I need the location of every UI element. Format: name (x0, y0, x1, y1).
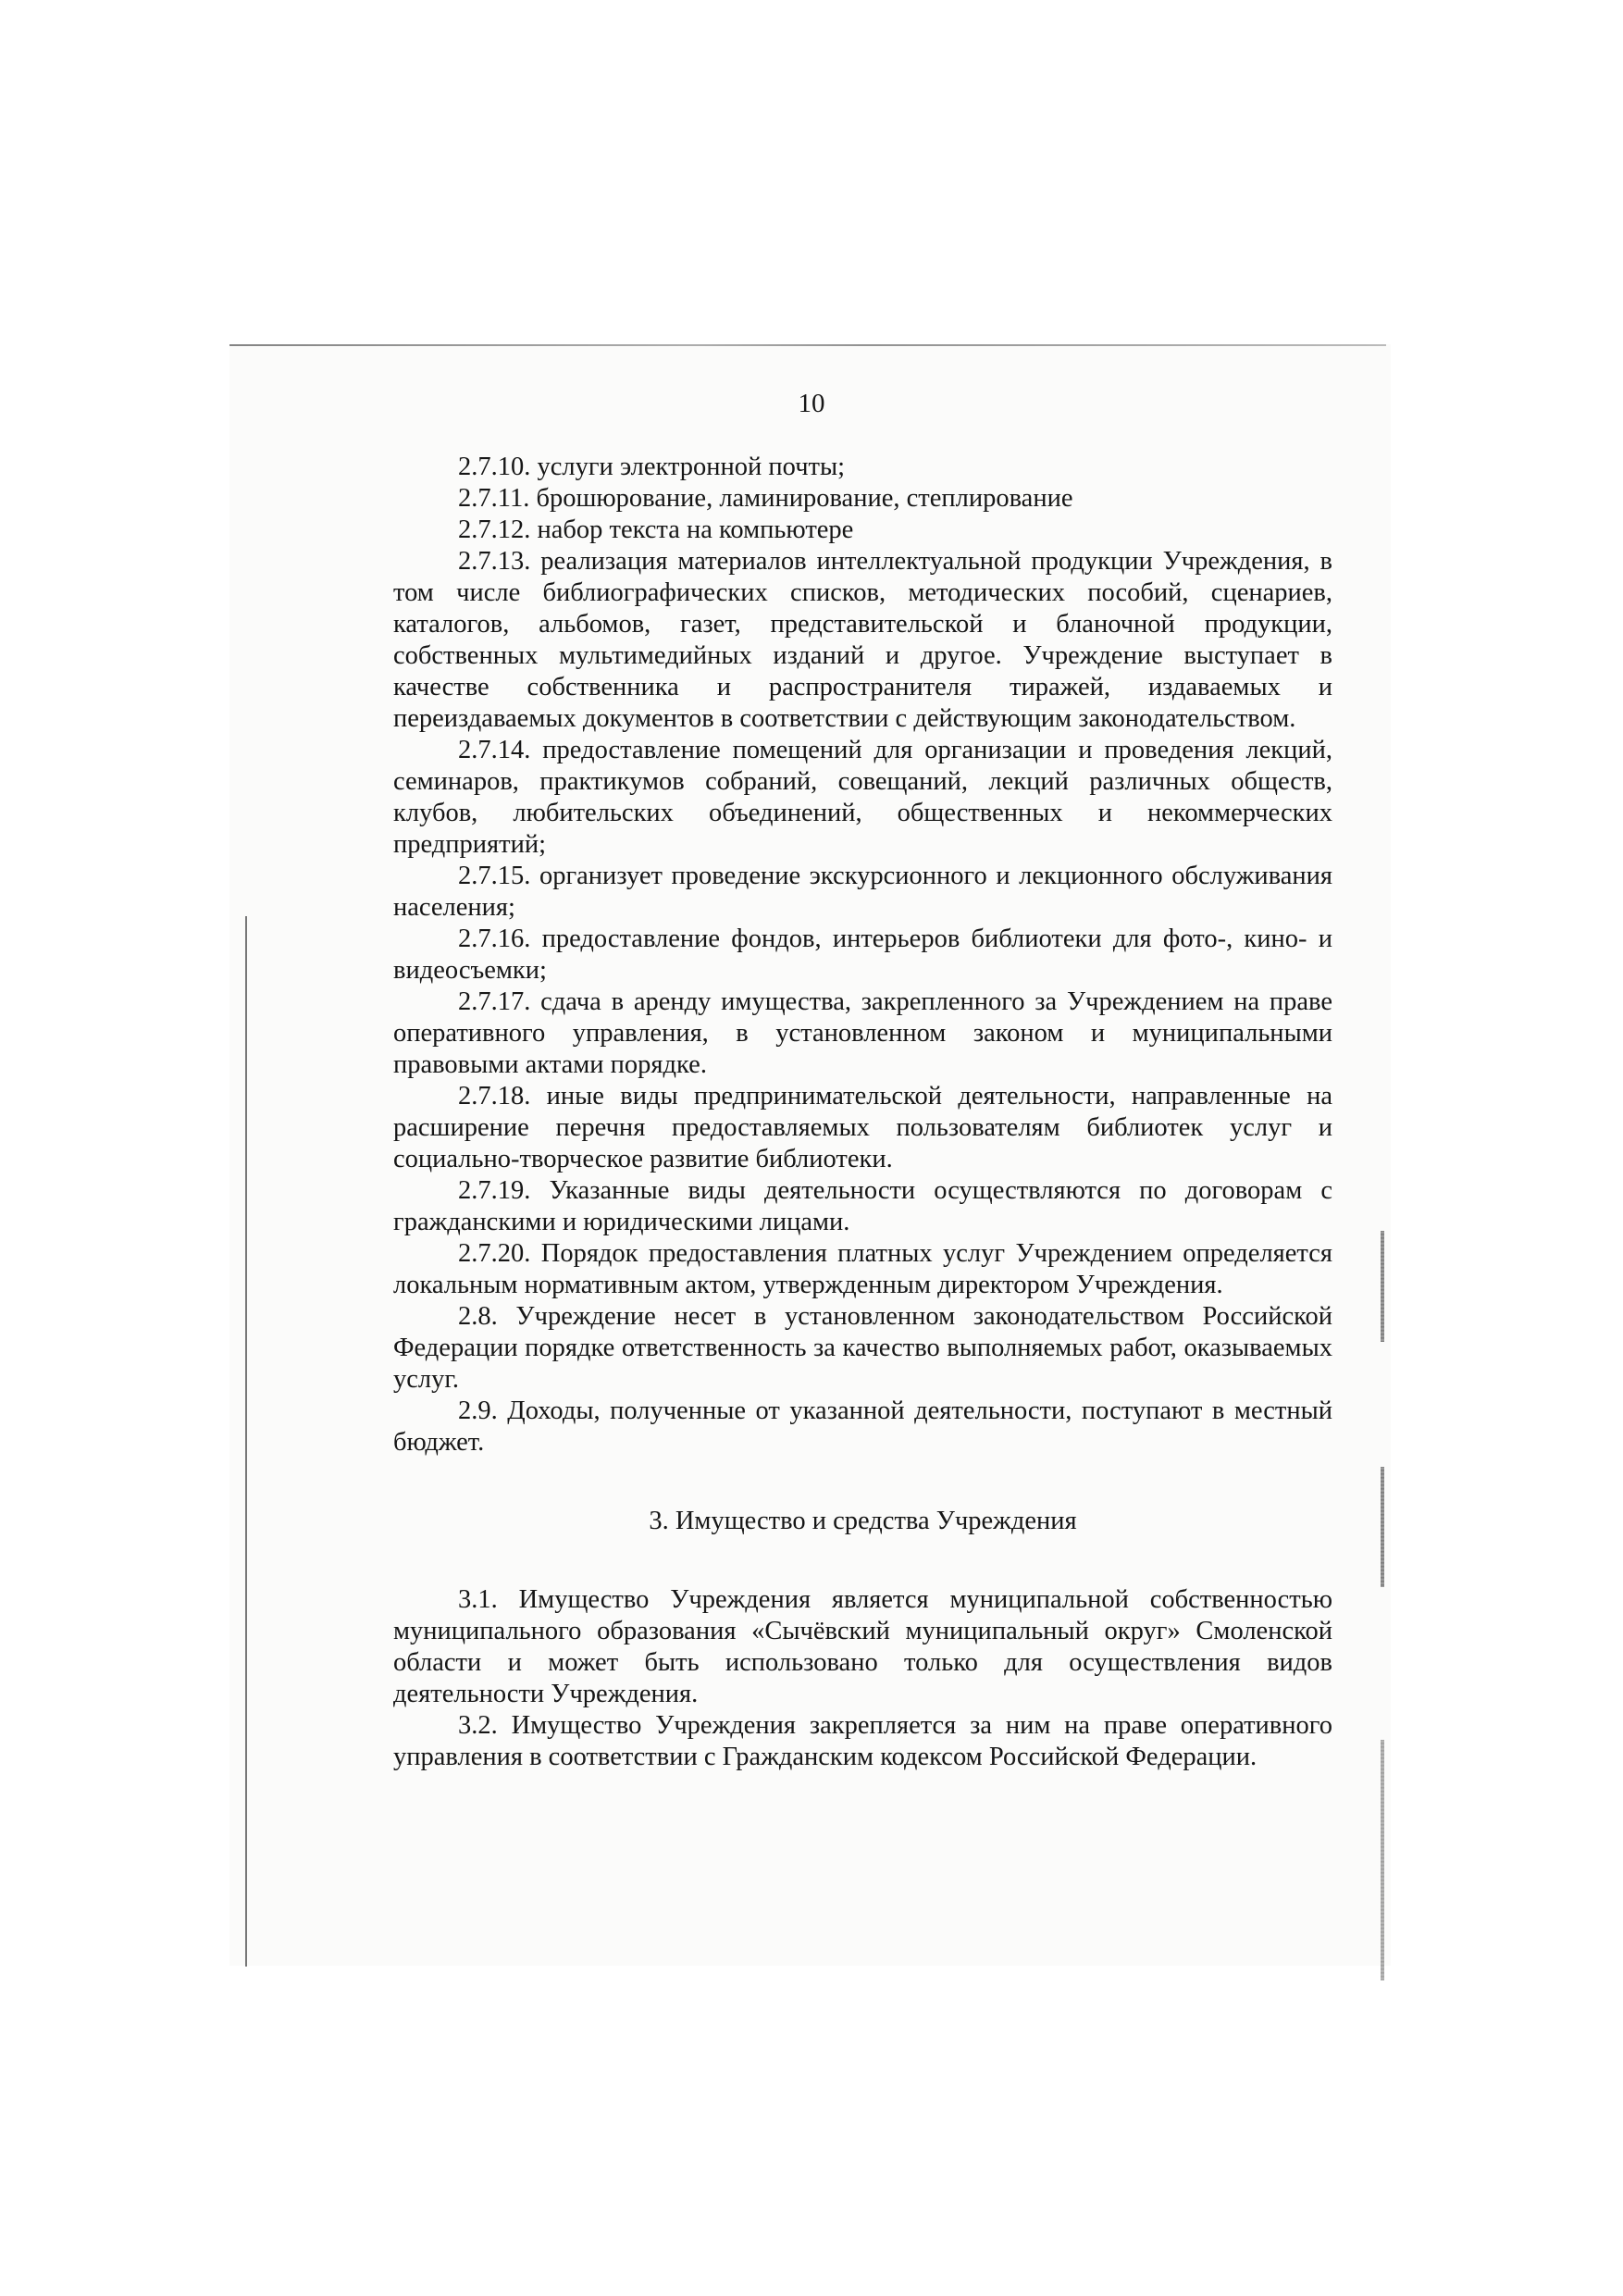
paragraph-2-7-10: 2.7.10. услуги электронной почты; (458, 453, 846, 481)
paragraph-2-7-13: 2.7.13. реализация материалов интеллектуальной продукции Учреждения, в том числе библиографических списков, методических пособий, сценариев, каталогов, альбомов, газет, представительской и бланочной продукции, собственных мультимедийных изданий и другое. Учреждение выступает в качестве собственника и распространителя тиражей, издаваемых и переиздаваемых документов в соответствии с действующим законодательством. (393, 547, 1332, 733)
scan-edge-streak (1381, 1740, 1384, 1980)
paragraph-2-7-16: 2.7.16. предоставление фондов, интерьеров библиотеки для фото-, кино- и видеосъемки; (393, 925, 1332, 985)
paragraph-2-8: 2.8. Учреждение несет в установленном законодательством Российской Федерации порядке ответственность за качество выполняемых работ, оказываемых услуг. (393, 1302, 1332, 1394)
scan-left-edge (245, 916, 247, 1967)
paragraph-2-7-18: 2.7.18. иные виды предпринимательской деятельности, направленные на расширение перечня предоставляемых пользователям библиотек услуг и социально-творческое развитие библиотеки. (393, 1082, 1332, 1173)
paragraph-2-7-19: 2.7.19. Указанные виды деятельности осуществляются по договорам с гражданскими и юридическими лицами. (393, 1176, 1332, 1236)
scan-top-edge (229, 344, 1386, 346)
paragraph-3-2: 3.2. Имущество Учреждения закрепляется за ним на праве оперативного управления в соответствии с Гражданским кодексом Российской Федерации. (393, 1711, 1332, 1771)
paragraph-2-7-11: 2.7.11. брошюрование, ламинирование, степлирование (458, 484, 1073, 513)
page-number: 10 (798, 389, 825, 418)
section-heading: 3. Имущество и средства Учреждения (649, 1507, 1077, 1535)
paragraph-2-7-17: 2.7.17. сдача в аренду имущества, закрепленного за Учреждением на праве оперативного управления, в установленном законом и муниципальными правовыми актами порядке. (393, 987, 1332, 1079)
paragraph-2-7-12: 2.7.12. набор текста на компьютере (458, 515, 854, 544)
paragraph-3-1: 3.1. Имущество Учреждения является муниципальной собственностью муниципального образования «Сычёвский муниципальный округ» Смоленской области и может быть использовано только для осуществления видов деятельности Учреждения. (393, 1585, 1332, 1708)
document-body (393, 452, 1332, 1773)
scan-edge-streak (1381, 1467, 1384, 1587)
scan-edge-streak (1381, 1231, 1384, 1342)
paragraph-2-7-15: 2.7.15. организует проведение экскурсионного и лекционного обслуживания населения; (393, 862, 1332, 922)
paragraph-2-7-14: 2.7.14. предоставление помещений для организации и проведения лекций, семинаров, практикумов собраний, совещаний, лекций различных обществ, клубов, любительских объединений, общественных и некоммерческих предприятий; (393, 736, 1332, 859)
paragraph-2-9: 2.9. Доходы, полученные от указанной деятельности, поступают в местный бюджет. (393, 1396, 1332, 1457)
paragraph-2-7-20: 2.7.20. Порядок предоставления платных услуг Учреждением определяется локальным нормативным актом, утвержденным директором Учреждения. (393, 1239, 1332, 1299)
